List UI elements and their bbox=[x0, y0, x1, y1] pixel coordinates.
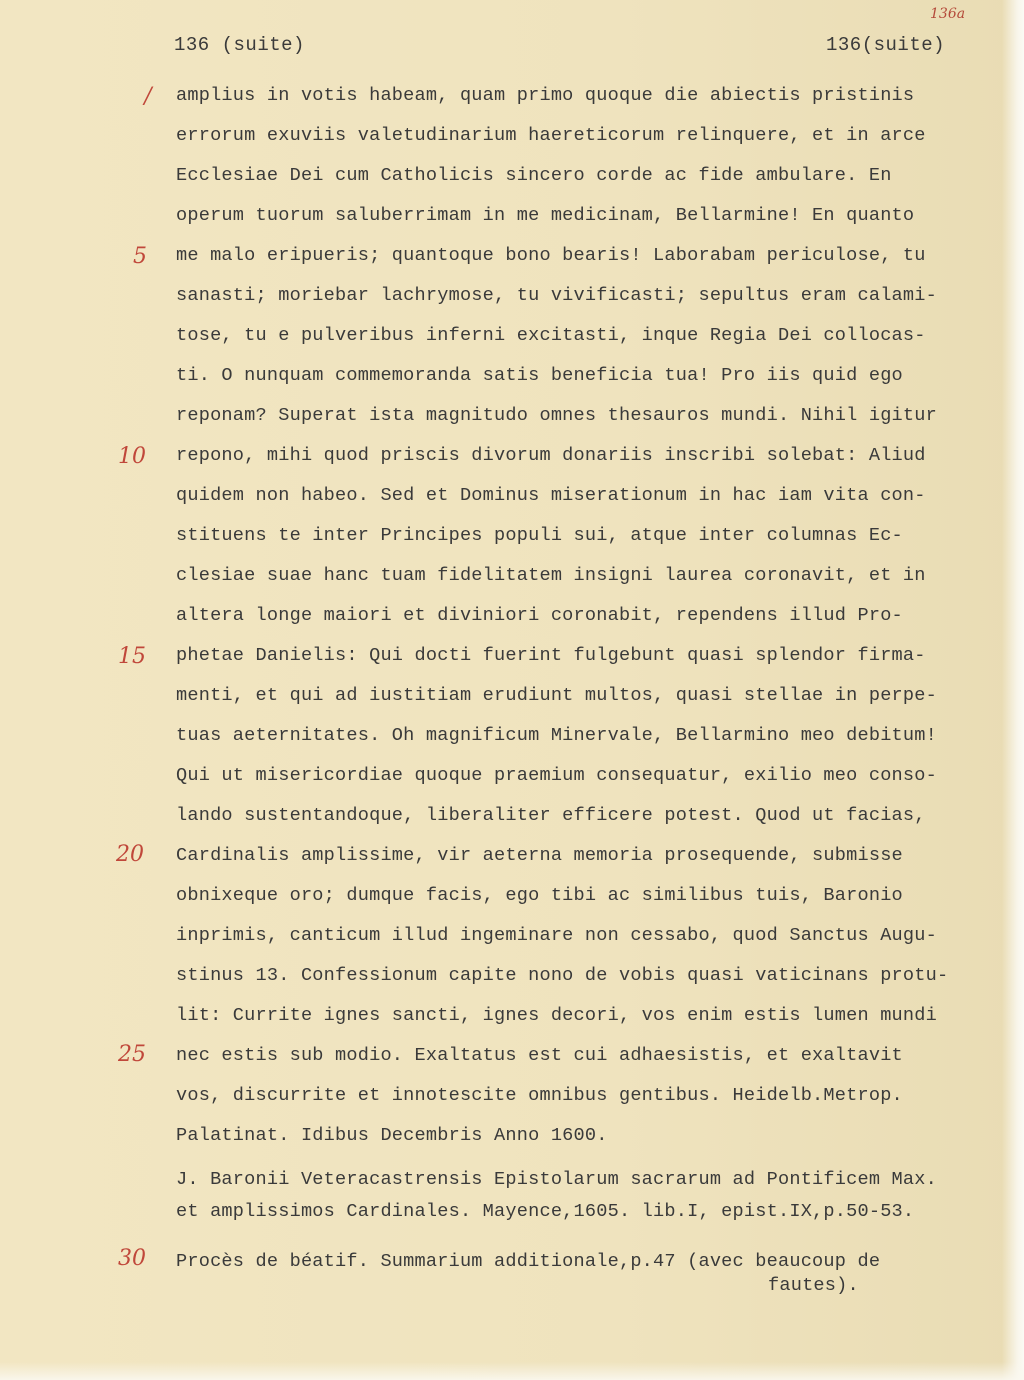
line-marker-10: 10 bbox=[118, 444, 146, 469]
text-line: nec estis sub modio. Exaltatus est cui adhaesistis, et exaltavit bbox=[176, 1045, 903, 1066]
text-line: lando sustentandoque, liberaliter efficere potest. Quod ut facias, bbox=[176, 805, 926, 826]
text-line: lit: Currite ignes sancti, ignes decori, vos enim estis lumen mundi bbox=[176, 1005, 937, 1026]
text-line: tuas aeternitates. Oh magnificum Minervale, Bellarmino meo debitum! bbox=[176, 725, 937, 746]
line-marker-30: 30 bbox=[118, 1246, 146, 1271]
text-line: ti. O nunquam commemoranda satis beneficia tua! Pro iis quid ego bbox=[176, 365, 903, 386]
paper-edge-bottom bbox=[0, 1362, 1024, 1380]
reference-line: et amplissimos Cardinales. Mayence,1605. lib.I, epist.IX,p.50-53. bbox=[176, 1201, 915, 1222]
text-line: stinus 13. Confessionum capite nono de vobis quasi vaticinans protu- bbox=[176, 965, 949, 986]
text-line: obnixeque oro; dumque facis, ego tibi ac similibus tuis, Baronio bbox=[176, 885, 903, 906]
text-line: stituens te inter Principes populi sui, atque inter columnas Ec- bbox=[176, 525, 903, 546]
line-marker-25: 25 bbox=[118, 1042, 146, 1067]
text-line: inprimis, canticum illud ingeminare non cessabo, quod Sanctus Augu- bbox=[176, 925, 937, 946]
text-line: errorum exuviis valetudinarium haereticorum relinquere, et in arce bbox=[176, 125, 926, 146]
page-header-left: 136 (suite) bbox=[174, 34, 305, 56]
page-header-right: 136(suite) bbox=[826, 34, 946, 56]
text-line: tose, tu e pulveribus inferni excitasti, inque Regia Dei collocas- bbox=[176, 325, 926, 346]
line-marker-20: 20 bbox=[116, 842, 144, 867]
line-marker-15: 15 bbox=[118, 644, 146, 669]
text-line: Ecclesiae Dei cum Catholicis sincero corde ac fide ambulare. En bbox=[176, 165, 892, 186]
text-line: Cardinalis amplissime, vir aeterna memoria prosequende, submisse bbox=[176, 845, 903, 866]
text-line: me malo eripueris; quantoque bono bearis! Laborabam periculose, tu bbox=[176, 245, 926, 266]
line-marker-5: 5 bbox=[133, 244, 147, 269]
reference-line: J. Baronii Veteracastrensis Epistolarum sacrarum ad Pontificem Max. bbox=[176, 1169, 937, 1190]
text-line: Palatinat. Idibus Decembris Anno 1600. bbox=[176, 1125, 608, 1146]
text-line: menti, et qui ad iustitiam erudiunt multos, quasi stellae in perpe- bbox=[176, 685, 937, 706]
text-line: repono, mihi quod priscis divorum donariis inscribi solebat: Aliud bbox=[176, 445, 926, 466]
line-marker-1: / bbox=[144, 84, 152, 109]
text-line: quidem non habeo. Sed et Dominus miserationum in hac iam vita con- bbox=[176, 485, 926, 506]
reference-line: Procès de béatif. Summarium additionale,p.47 (avec beaucoup de bbox=[176, 1251, 881, 1272]
text-line: vos, discurrite et innotescite omnibus gentibus. Heidelb.Metrop. bbox=[176, 1085, 903, 1106]
text-line: operum tuorum saluberrimam in me medicinam, Bellarmine! En quanto bbox=[176, 205, 915, 226]
text-line: clesiae suae hanc tuam fidelitatem insigni laurea coronavit, et in bbox=[176, 565, 926, 586]
text-line: reponam? Superat ista magnitudo omnes thesauros mundi. Nihil igitur bbox=[176, 405, 937, 426]
references bbox=[176, 1166, 1006, 1300]
text-line: sanasti; moriebar lachrymose, tu vivificasti; sepultus eram calami- bbox=[176, 285, 937, 306]
text-line: Qui ut misericordiae quoque praemium consequatur, exilio meo conso- bbox=[176, 765, 937, 786]
text-line: altera longe maiori et diviniori coronabit, rependens illud Pro- bbox=[176, 605, 903, 626]
letter-body bbox=[176, 82, 1006, 1162]
folio-number: 136a bbox=[930, 6, 966, 22]
text-line: amplius in votis habeam, quam primo quoque die abiectis pristinis bbox=[176, 85, 915, 106]
reference-line: fautes). bbox=[768, 1275, 859, 1296]
text-line: phetae Danielis: Qui docti fuerint fulgebunt quasi splendor firma- bbox=[176, 645, 926, 666]
